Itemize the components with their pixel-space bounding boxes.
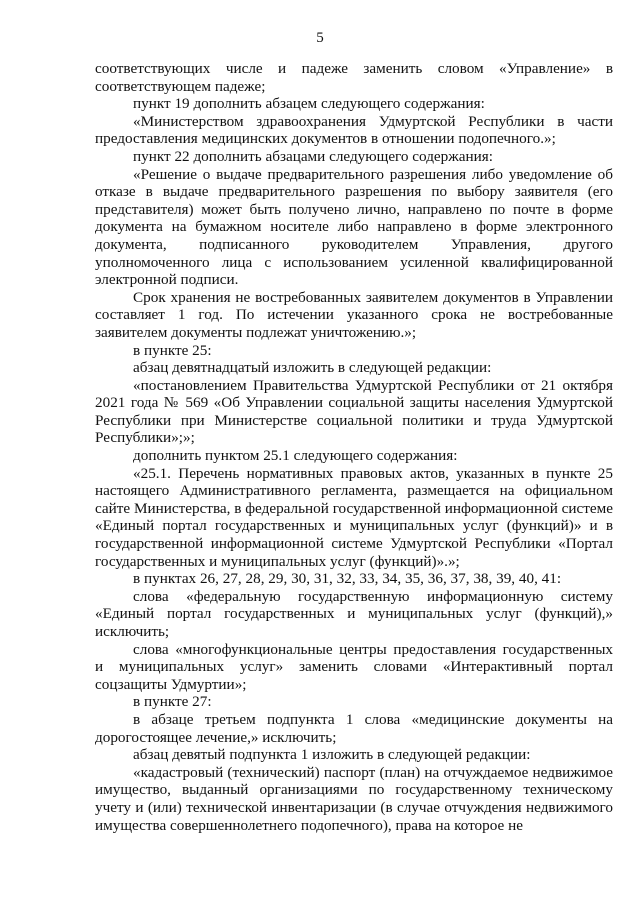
paragraph-17: абзац девятый подпункта 1 изложить в следующей редакции:	[133, 746, 531, 764]
paragraph-10: дополнить пунктом 25.1 следующего содержания:	[133, 447, 458, 465]
paragraph-9: «постановлением Правительства Удмуртской Республики от 21 октября 2021 года № 569 «Об Управлении социальной защиты населения Удмуртской Республики при Министерстве социальной политики и труда Удмуртской Республики»;»;	[95, 376, 613, 447]
paragraph-2: пункт 19 дополнить абзацем следующего содержания:	[133, 95, 485, 113]
paragraph-15: в пункте 27:	[133, 693, 212, 711]
paragraph-5: «Решение о выдаче предварительного разрешения либо уведомление об отказе в выдаче предварительного разрешения по выбору заявителя (его представителя) может быть получено лично, направлено по почте в форме документа на бумажном носителе либо направлено в форме электронного документа, подписанного руководителем Управления, другого уполномоченного лица с использованием усиленной квалифицированной электронной подписи.	[95, 165, 613, 289]
page-number: 5	[316, 30, 324, 46]
paragraph-3: «Министерством здравоохранения Удмуртской Республики в части предоставления медицинских документов в отношении подопечного.»;	[95, 112, 613, 148]
paragraph-4: пункт 22 дополнить абзацами следующего содержания:	[133, 147, 493, 165]
paragraph-16: в абзаце третьем подпункта 1 слова «медицинские документы на дорогостоящее лечение,» исключить;	[95, 710, 613, 746]
paragraph-14: слова «многофункциональные центры предоставления государственных и муниципальных услуг» заменить словами «Интерактивный портал соцзащиты Удмуртии»;	[95, 640, 613, 693]
document-body	[95, 60, 613, 834]
paragraph-6: Срок хранения не востребованных заявителем документов в Управлении составляет 1 год. По истечении указанного срока не востребованные заявителем документы подлежат уничтожению.»;	[95, 288, 613, 341]
paragraph-11: «25.1. Перечень нормативных правовых актов, указанных в пункте 25 настоящего Административного регламента, размещается на официальном сайте Министерства, в федеральной государственной информационной системе «Единый портал государственных и муниципальных услуг (функций)» и в государственной информационной системе Удмуртской Республики «Портал государственных и муниципальных услуг (функций)».»;	[95, 464, 613, 570]
paragraph-1: соответствующих числе и падеже заменить словом «Управление» в соответствующем падеже;	[95, 60, 613, 95]
paragraph-13: слова «федеральную государственную информационную систему «Единый портал государственных и муниципальных услуг (функций),» исключить;	[95, 587, 613, 640]
paragraph-18: «кадастровый (технический) паспорт (план) на отчуждаемое недвижимое имущество, выданный организациями по государственному техническому учету и (или) технической инвентаризации (в случае отчуждения недвижимого имущества совершеннолетнего подопечного), права на которое не	[95, 763, 613, 834]
paragraph-12: в пунктах 26, 27, 28, 29, 30, 31, 32, 33, 34, 35, 36, 37, 38, 39, 40, 41:	[133, 570, 562, 588]
paragraph-7: в пункте 25:	[133, 341, 212, 359]
paragraph-8: абзац девятнадцатый изложить в следующей редакции:	[133, 359, 492, 377]
